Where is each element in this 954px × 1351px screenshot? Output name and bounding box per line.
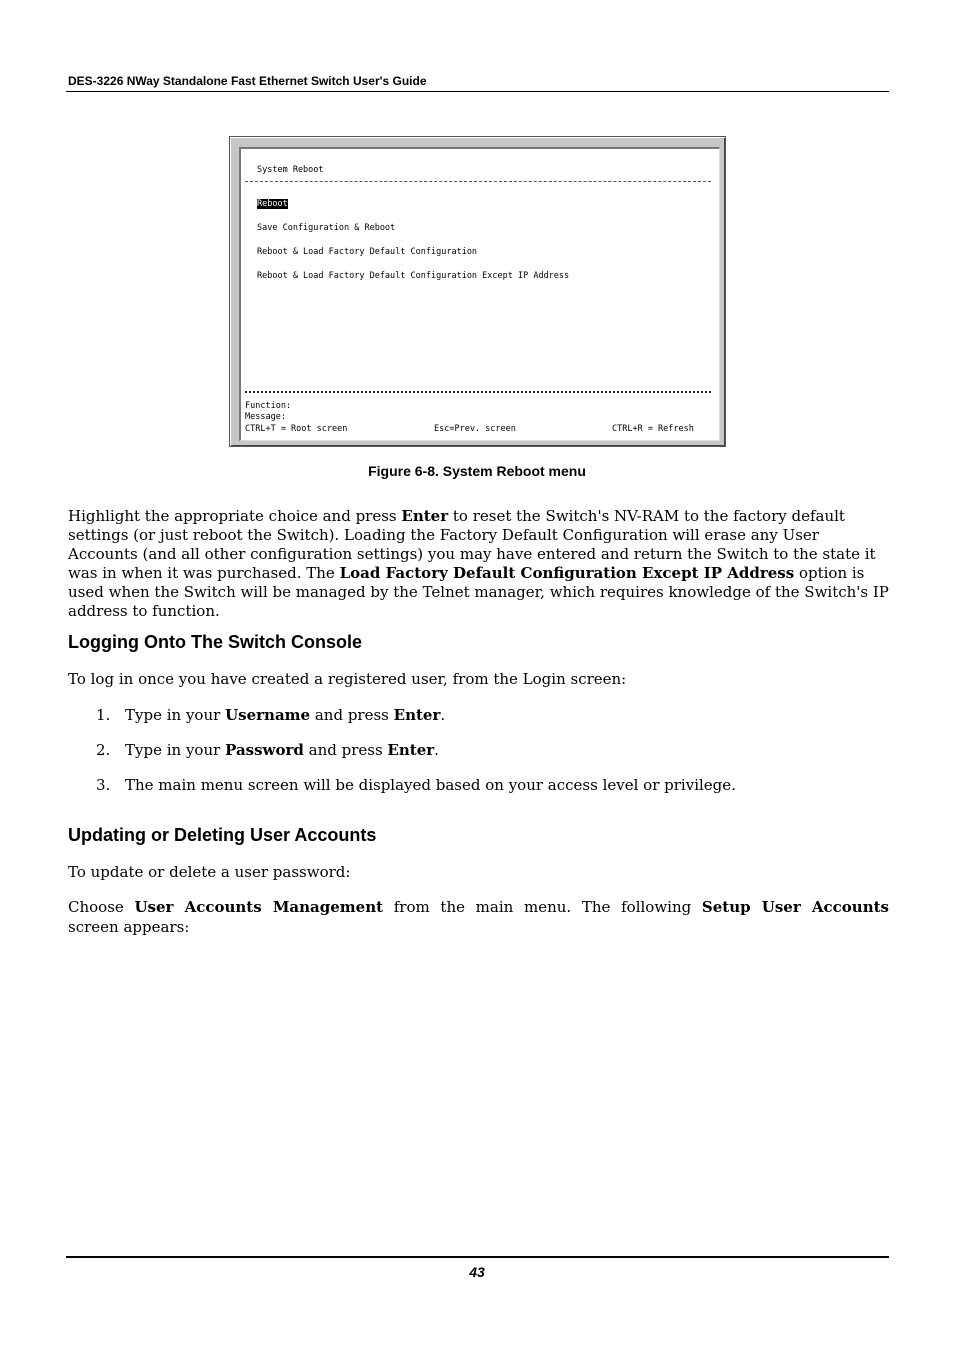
- figure-caption: Figure 6-8. System Reboot menu: [368, 463, 586, 479]
- terminal-title: System Reboot: [257, 165, 324, 175]
- section-heading-logging: Logging Onto The Switch Console: [68, 632, 362, 652]
- running-header: DES-3226 NWay Standalone Fast Ethernet Switch User's Guide: [68, 74, 427, 88]
- function-label: Function:: [245, 401, 292, 411]
- body-paragraph-reboot: Highlight the appropriate choice and press Enter to reset the Switch's NV-RAM to the factory default settings (or just reboot the Switch). Loading the Factory Default Configuration will erase any User Accounts (and all other configuration settings) you may have entered and return the Switch to the state it was in when it was purchased. The Load Factory Default Configuration Except IP Address option is used when the Switch will be managed by the Telnet manager, which requires knowledge of the Switch's IP address to function.: [68, 507, 889, 620]
- section-heading-updating: Updating or Deleting User Accounts: [68, 825, 377, 845]
- menu-item-reboot[interactable]: Reboot: [257, 199, 288, 209]
- terminal-window: [229, 136, 726, 447]
- list-item: 3. The main menu screen will be displayed based on your access level or privilege.: [96, 776, 736, 794]
- login-intro: To log in once you have created a registered user, from the Login screen:: [68, 670, 627, 688]
- list-item: 1. Type in your Username and press Enter.: [96, 706, 446, 724]
- update-intro: To update or delete a user password:: [68, 863, 351, 881]
- menu-item-reboot-load-factory-except-ip[interactable]: Reboot & Load Factory Default Configuration Except IP Address: [257, 271, 570, 281]
- footer-divider: [66, 1256, 889, 1258]
- prev-screen-hint: Esc=Prev. screen: [434, 424, 516, 434]
- update-instruction-line: Choose User Accounts Management from the main menu. The following Setup User Accounts: [68, 898, 889, 916]
- menu-item-reboot-load-factory[interactable]: Reboot & Load Factory Default Configuration: [257, 247, 478, 257]
- page-number: 43: [469, 1264, 485, 1280]
- refresh-hint: CTRL+R = Refresh: [612, 424, 694, 434]
- list-item: 2. Type in your Password and press Enter.: [96, 741, 439, 759]
- terminal-dashed-divider: [245, 181, 711, 182]
- menu-item-save-config-reboot[interactable]: Save Configuration & Reboot: [257, 223, 396, 233]
- terminal-star-divider: [245, 391, 711, 393]
- root-screen-hint: CTRL+T = Root screen: [245, 424, 348, 434]
- terminal-screen: [239, 147, 720, 441]
- update-instruction-end: screen appears:: [68, 918, 190, 936]
- header-divider: [66, 91, 889, 92]
- message-label: Message:: [245, 412, 286, 422]
